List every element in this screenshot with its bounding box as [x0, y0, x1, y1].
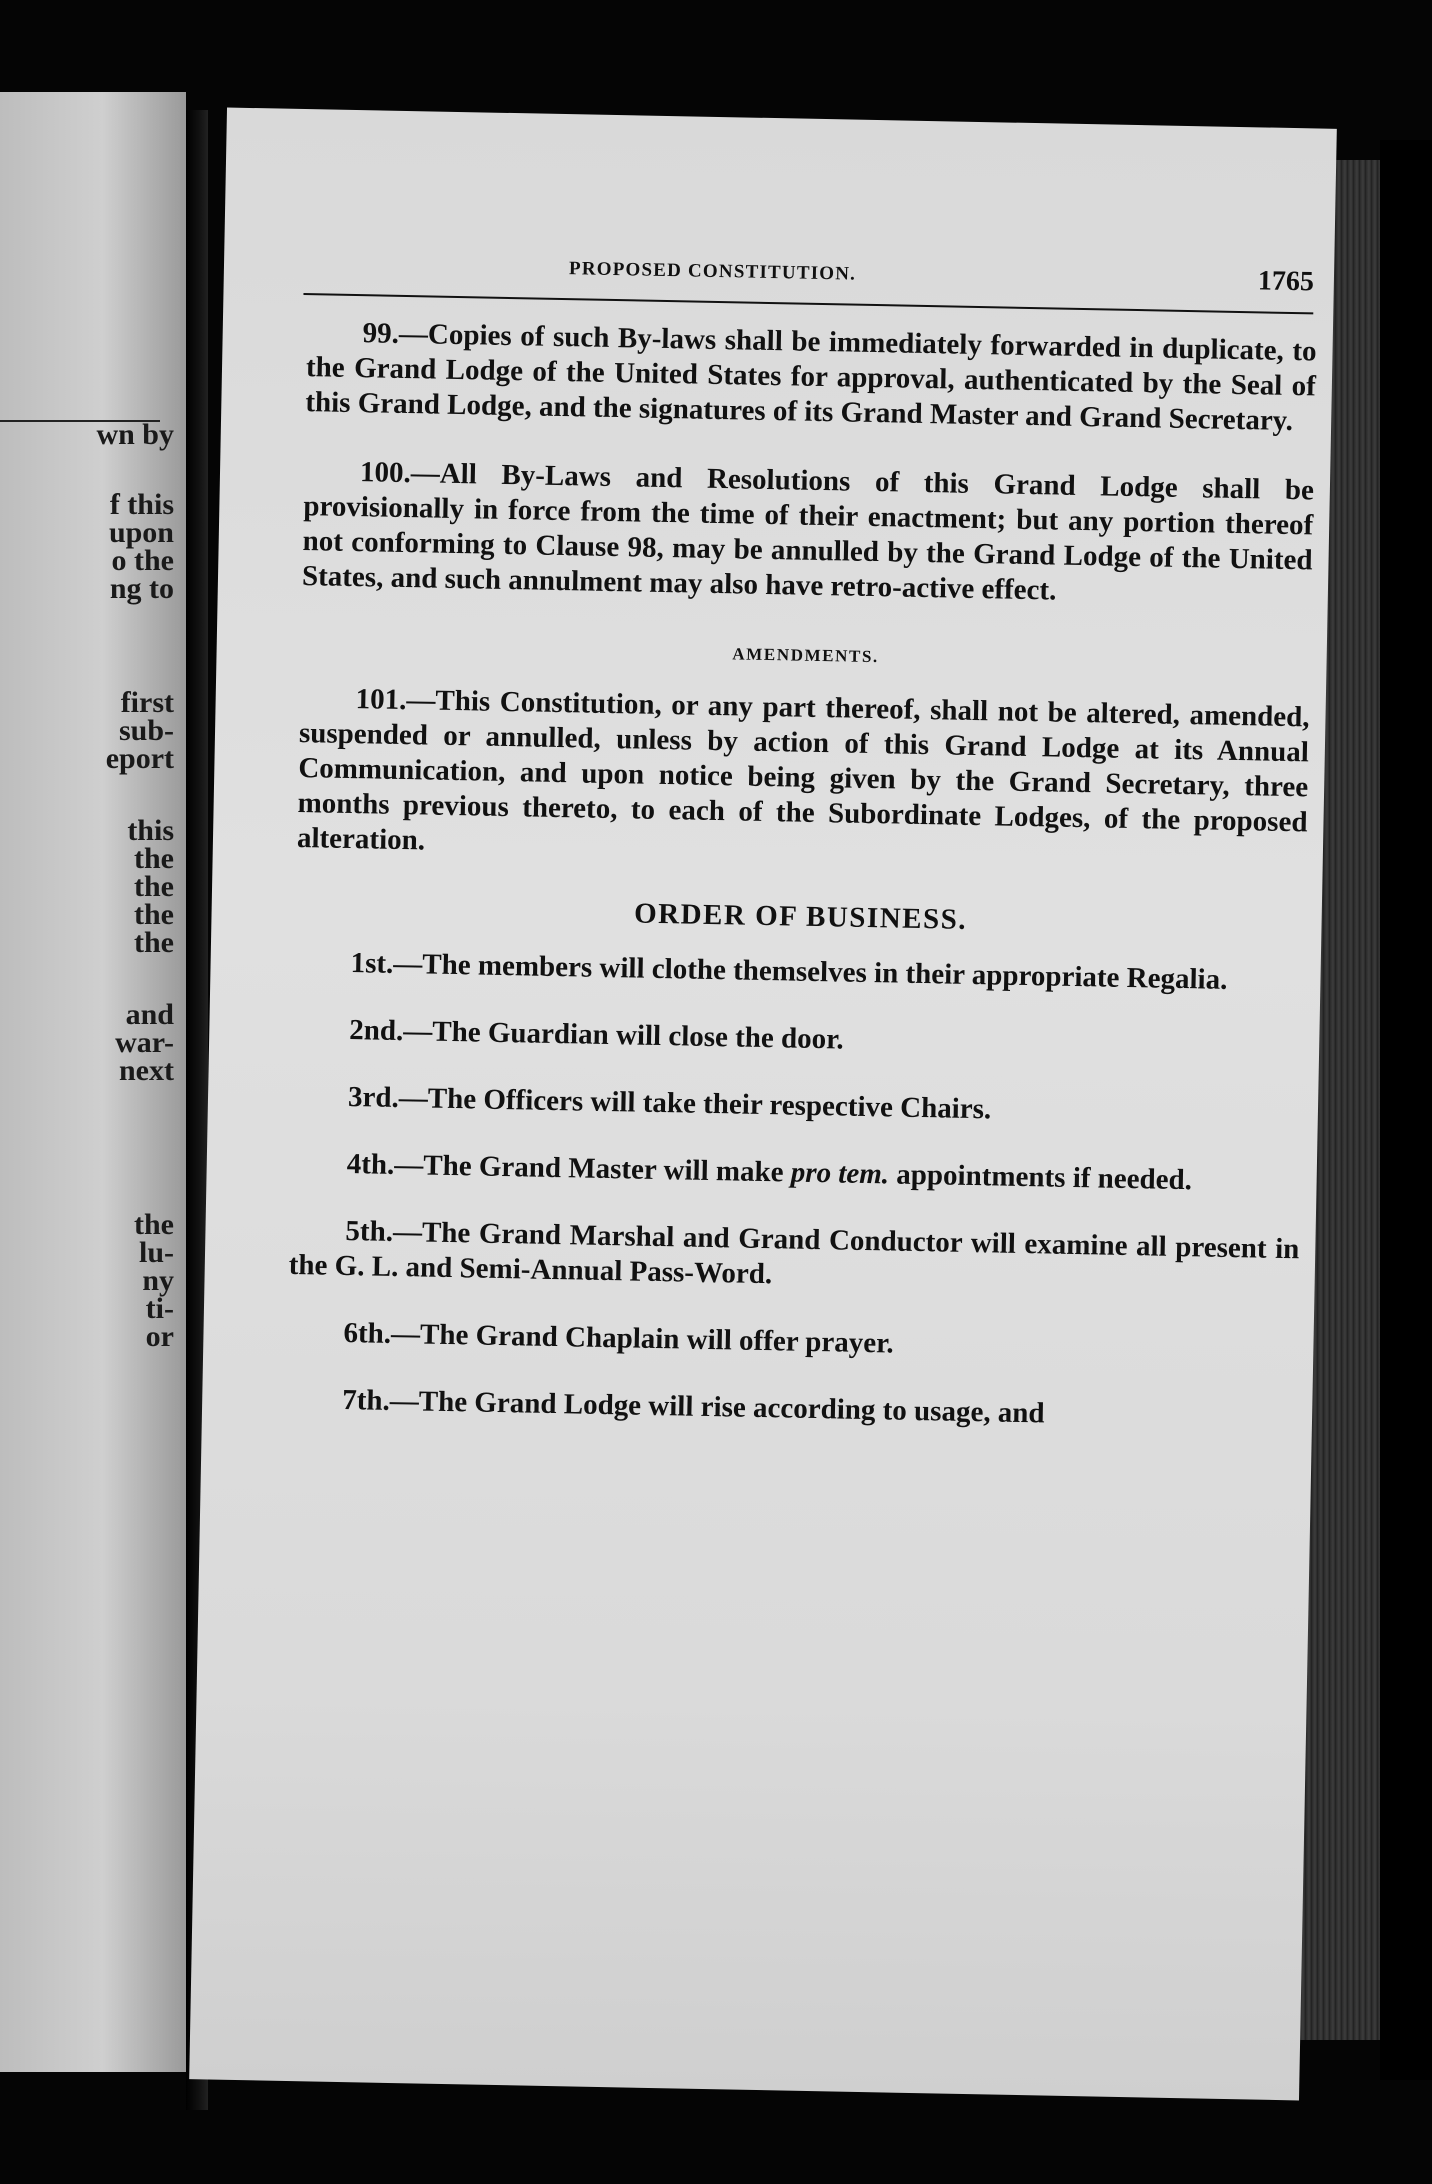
paragraph-number: 100. — [359, 456, 412, 490]
order-of-business-heading: ORDER OF BUSINESS. — [633, 897, 968, 936]
item-text: —The members will clothe themselves in their appropriate Regalia. — [393, 947, 1228, 996]
left-facing-page — [0, 92, 186, 2072]
running-title: PROPOSED CONSTITUTION. — [568, 258, 857, 285]
paragraph-number: 99. — [362, 317, 400, 350]
order-item-4 — [290, 1146, 1300, 1200]
item-number: 3rd. — [347, 1081, 400, 1115]
item-number: 5th. — [345, 1215, 394, 1248]
item-number: 4th. — [346, 1148, 395, 1181]
left-page-line: the — [134, 898, 174, 931]
order-item-6 — [287, 1315, 1297, 1369]
order-item-3 — [292, 1079, 1302, 1133]
paragraph-101 — [297, 681, 1310, 875]
left-page-line: next — [119, 1054, 174, 1087]
left-page-line: sub- — [118, 714, 174, 747]
item-number: 2nd. — [349, 1014, 404, 1048]
left-page-line: the — [134, 842, 174, 875]
item-text: appointments if needed. — [888, 1158, 1193, 1197]
body-text — [285, 315, 1317, 1468]
left-page-line: ny — [142, 1264, 174, 1297]
item-number: 7th. — [341, 1383, 391, 1417]
item-text: —The Grand Master will make — [394, 1148, 792, 1189]
item-number: 1st. — [350, 947, 394, 980]
left-page-line: upon — [108, 516, 174, 549]
paragraph-100 — [302, 454, 1315, 613]
left-page-line: first — [120, 686, 174, 719]
item-italic-text: pro tem. — [790, 1156, 890, 1191]
left-page-line: the — [134, 1208, 174, 1241]
document-page — [189, 108, 1337, 2101]
paragraph-text: —All By-Laws and Resolutions of this Grand Lodge shall be provisionally in force from the time of their enactment; but any portion thereof not conforming to Clause 98, may be annulled by the Grand Lodge of the United States, and such annulment may also have retro-active effect. — [301, 457, 1315, 607]
item-text: —The Grand Marshal and Grand Conductor will examine all present in the G. L. and Semi-Annual Pass-Word. — [288, 1215, 1300, 1291]
item-text: —The Guardian will close the door. — [403, 1015, 844, 1056]
scan-edge-shadow — [1380, 140, 1432, 2080]
left-page-line: o the — [111, 544, 174, 577]
order-item-7 — [286, 1382, 1296, 1436]
left-page-line: wn by — [96, 418, 174, 451]
page-number: 1765 — [1257, 265, 1315, 298]
order-item-2 — [293, 1012, 1303, 1066]
item-text: —The Grand Lodge will rise according to usage, and — [389, 1384, 1045, 1430]
paragraph-text: —This Constitution, or any part thereof, shall not be altered, amended, suspended or annulled, unless by action of this Grand Lodge at its Annual Communication, and upon notice being given by the Grand Secretary, three months previous thereto, to each of the Subordinate Lodges, of the proposed alteration. — [296, 684, 1310, 857]
left-page-line: war- — [115, 1026, 174, 1059]
running-head — [324, 253, 1314, 302]
item-text: —The Grand Chaplain will offer prayer. — [390, 1317, 894, 1360]
item-text: —The Officers will take their respective Chairs. — [398, 1082, 992, 1126]
left-page-line: ng to — [109, 572, 174, 605]
paragraph-text: —Copies of such By-laws shall be immediately forwarded in duplicate, to the Grand Lodge of the United States for approval, authenticated by the Seal of this Grand Lodge, and the signatures of its Grand Master and Grand Secretary. — [305, 317, 1317, 438]
left-page-line: the — [134, 926, 174, 959]
left-page-line: ti- — [145, 1292, 174, 1325]
left-page-line: and — [125, 998, 174, 1031]
paragraph-number: 101. — [355, 683, 407, 717]
left-page-line: or — [145, 1320, 174, 1353]
order-item-5 — [288, 1213, 1299, 1302]
left-page-line: this — [127, 814, 174, 847]
left-page-line: eport — [105, 742, 174, 775]
paragraph-99 — [305, 315, 1317, 439]
left-page-line: f this — [109, 488, 174, 521]
order-item-1 — [294, 945, 1304, 999]
item-number: 6th. — [343, 1316, 392, 1350]
left-page-line: lu- — [138, 1236, 174, 1269]
left-page-line: the — [134, 870, 174, 903]
amendments-heading: AMENDMENTS. — [732, 644, 880, 667]
